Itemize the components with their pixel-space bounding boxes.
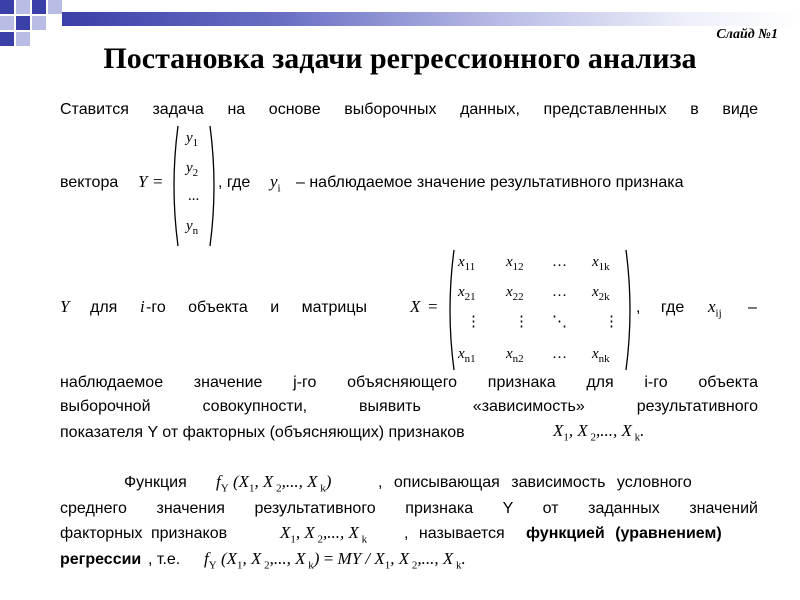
- slide-title: Постановка задачи регрессионного анализа: [103, 42, 697, 75]
- deco-square: [48, 0, 62, 14]
- text-p2-line2: среднего значения результативного признака Y от заданных значений: [60, 500, 758, 517]
- vector-y-1: $y_1$: [186, 130, 199, 149]
- math-Y: Y: [138, 172, 148, 191]
- text-object-matrix: -го объекта и матрицы: [146, 299, 368, 316]
- deco-square: [0, 0, 14, 14]
- text-dash: –: [748, 299, 757, 316]
- math-factors-2: $X_1$, X $_2$,..., X $_k$: [280, 523, 368, 546]
- vector-y-2: $y_2$: [186, 160, 199, 179]
- matrix-cell: $x_{n2}$: [506, 346, 524, 365]
- matrix-cell: $x_{nk}$: [592, 346, 610, 365]
- matrix-cell: …: [552, 254, 567, 270]
- matrix-paren-right: [624, 248, 636, 372]
- vector-y-n: $y_n$: [186, 218, 199, 237]
- text-line-1: Ставится задача на основе выборочных данных, представленных в виде: [60, 101, 758, 118]
- matrix-cell: $x_{1k}$: [592, 254, 610, 273]
- math-Y-2: Y: [60, 297, 70, 316]
- matrix-cell: $x_{12}$: [506, 254, 524, 273]
- matrix-cell: ⋮: [604, 314, 619, 330]
- header-band: [62, 12, 800, 26]
- matrix-paren-left: [444, 248, 456, 372]
- text-p2-line3a: факторных признаков: [60, 525, 228, 542]
- matrix-cell: …: [552, 346, 567, 362]
- math-xij: $x_{ij}$: [708, 297, 722, 320]
- matrix-cell: ⋮: [466, 314, 481, 330]
- vector-y-3: ...: [188, 188, 200, 204]
- vector-paren-left: [168, 124, 180, 248]
- text-p2-line3b: , называется: [404, 525, 505, 542]
- matrix-cell: ⋱: [552, 314, 567, 330]
- math-i: i: [140, 297, 145, 316]
- math-factor-list: $X_1$, X $_2$,..., X $_k$.: [553, 421, 645, 444]
- slide-decoration: [0, 0, 800, 48]
- deco-square: [16, 16, 30, 30]
- text-p2-line1: , описывающая зависимость условного: [378, 474, 692, 491]
- matrix-cell: $x_{21}$: [458, 284, 476, 303]
- text-regression-bold: регрессии: [60, 551, 142, 568]
- text-where-1: , где: [218, 174, 251, 191]
- text-line-6: показателя Y от факторных (объясняющих) признаков: [60, 424, 465, 441]
- matrix-cell: …: [552, 284, 567, 300]
- math-yi: $y_i$: [270, 172, 281, 195]
- math-regression-equation: $f_Y$ ($X_1$, X $_2$,..., X $_k$) = MY / $X_1$, X $_2$,..., X $_k$.: [204, 549, 466, 572]
- math-X: X: [410, 297, 421, 316]
- matrix-cell: $x_{22}$: [506, 284, 524, 303]
- text-line-5: выборочной совокупности, выявить «зависимость» результативного: [60, 398, 758, 415]
- matrix-cell: $x_{n1}$: [458, 346, 476, 365]
- text-for: для: [90, 299, 118, 316]
- text-yi-description: – наблюдаемое значение результативного признака: [296, 174, 684, 191]
- text-p2-line4: , т.е.: [148, 551, 181, 568]
- math-equals: =: [153, 172, 163, 191]
- text-line-4: наблюдаемое значение j-го объясняющего признака для i-го объекта: [60, 374, 758, 391]
- matrix-cell: ⋮: [514, 314, 529, 330]
- text-vector-prefix: вектора: [60, 174, 119, 191]
- text-where-2: , где: [636, 299, 685, 316]
- deco-square: [0, 16, 14, 30]
- matrix-cell: $x_{11}$: [458, 254, 476, 273]
- text-p2-func: Функция: [124, 474, 187, 491]
- matrix-cell: $x_{2k}$: [592, 284, 610, 303]
- slide-number: Слайд №1: [716, 27, 778, 42]
- deco-square: [32, 16, 46, 30]
- math-fY: $f_Y$ ($X_1$, X $_2$,..., X $_k$): [216, 472, 332, 495]
- deco-square: [32, 0, 46, 14]
- deco-square: [16, 0, 30, 14]
- math-equals-2: =: [428, 297, 438, 316]
- text-regression-function: функцией (уравнением): [526, 525, 722, 542]
